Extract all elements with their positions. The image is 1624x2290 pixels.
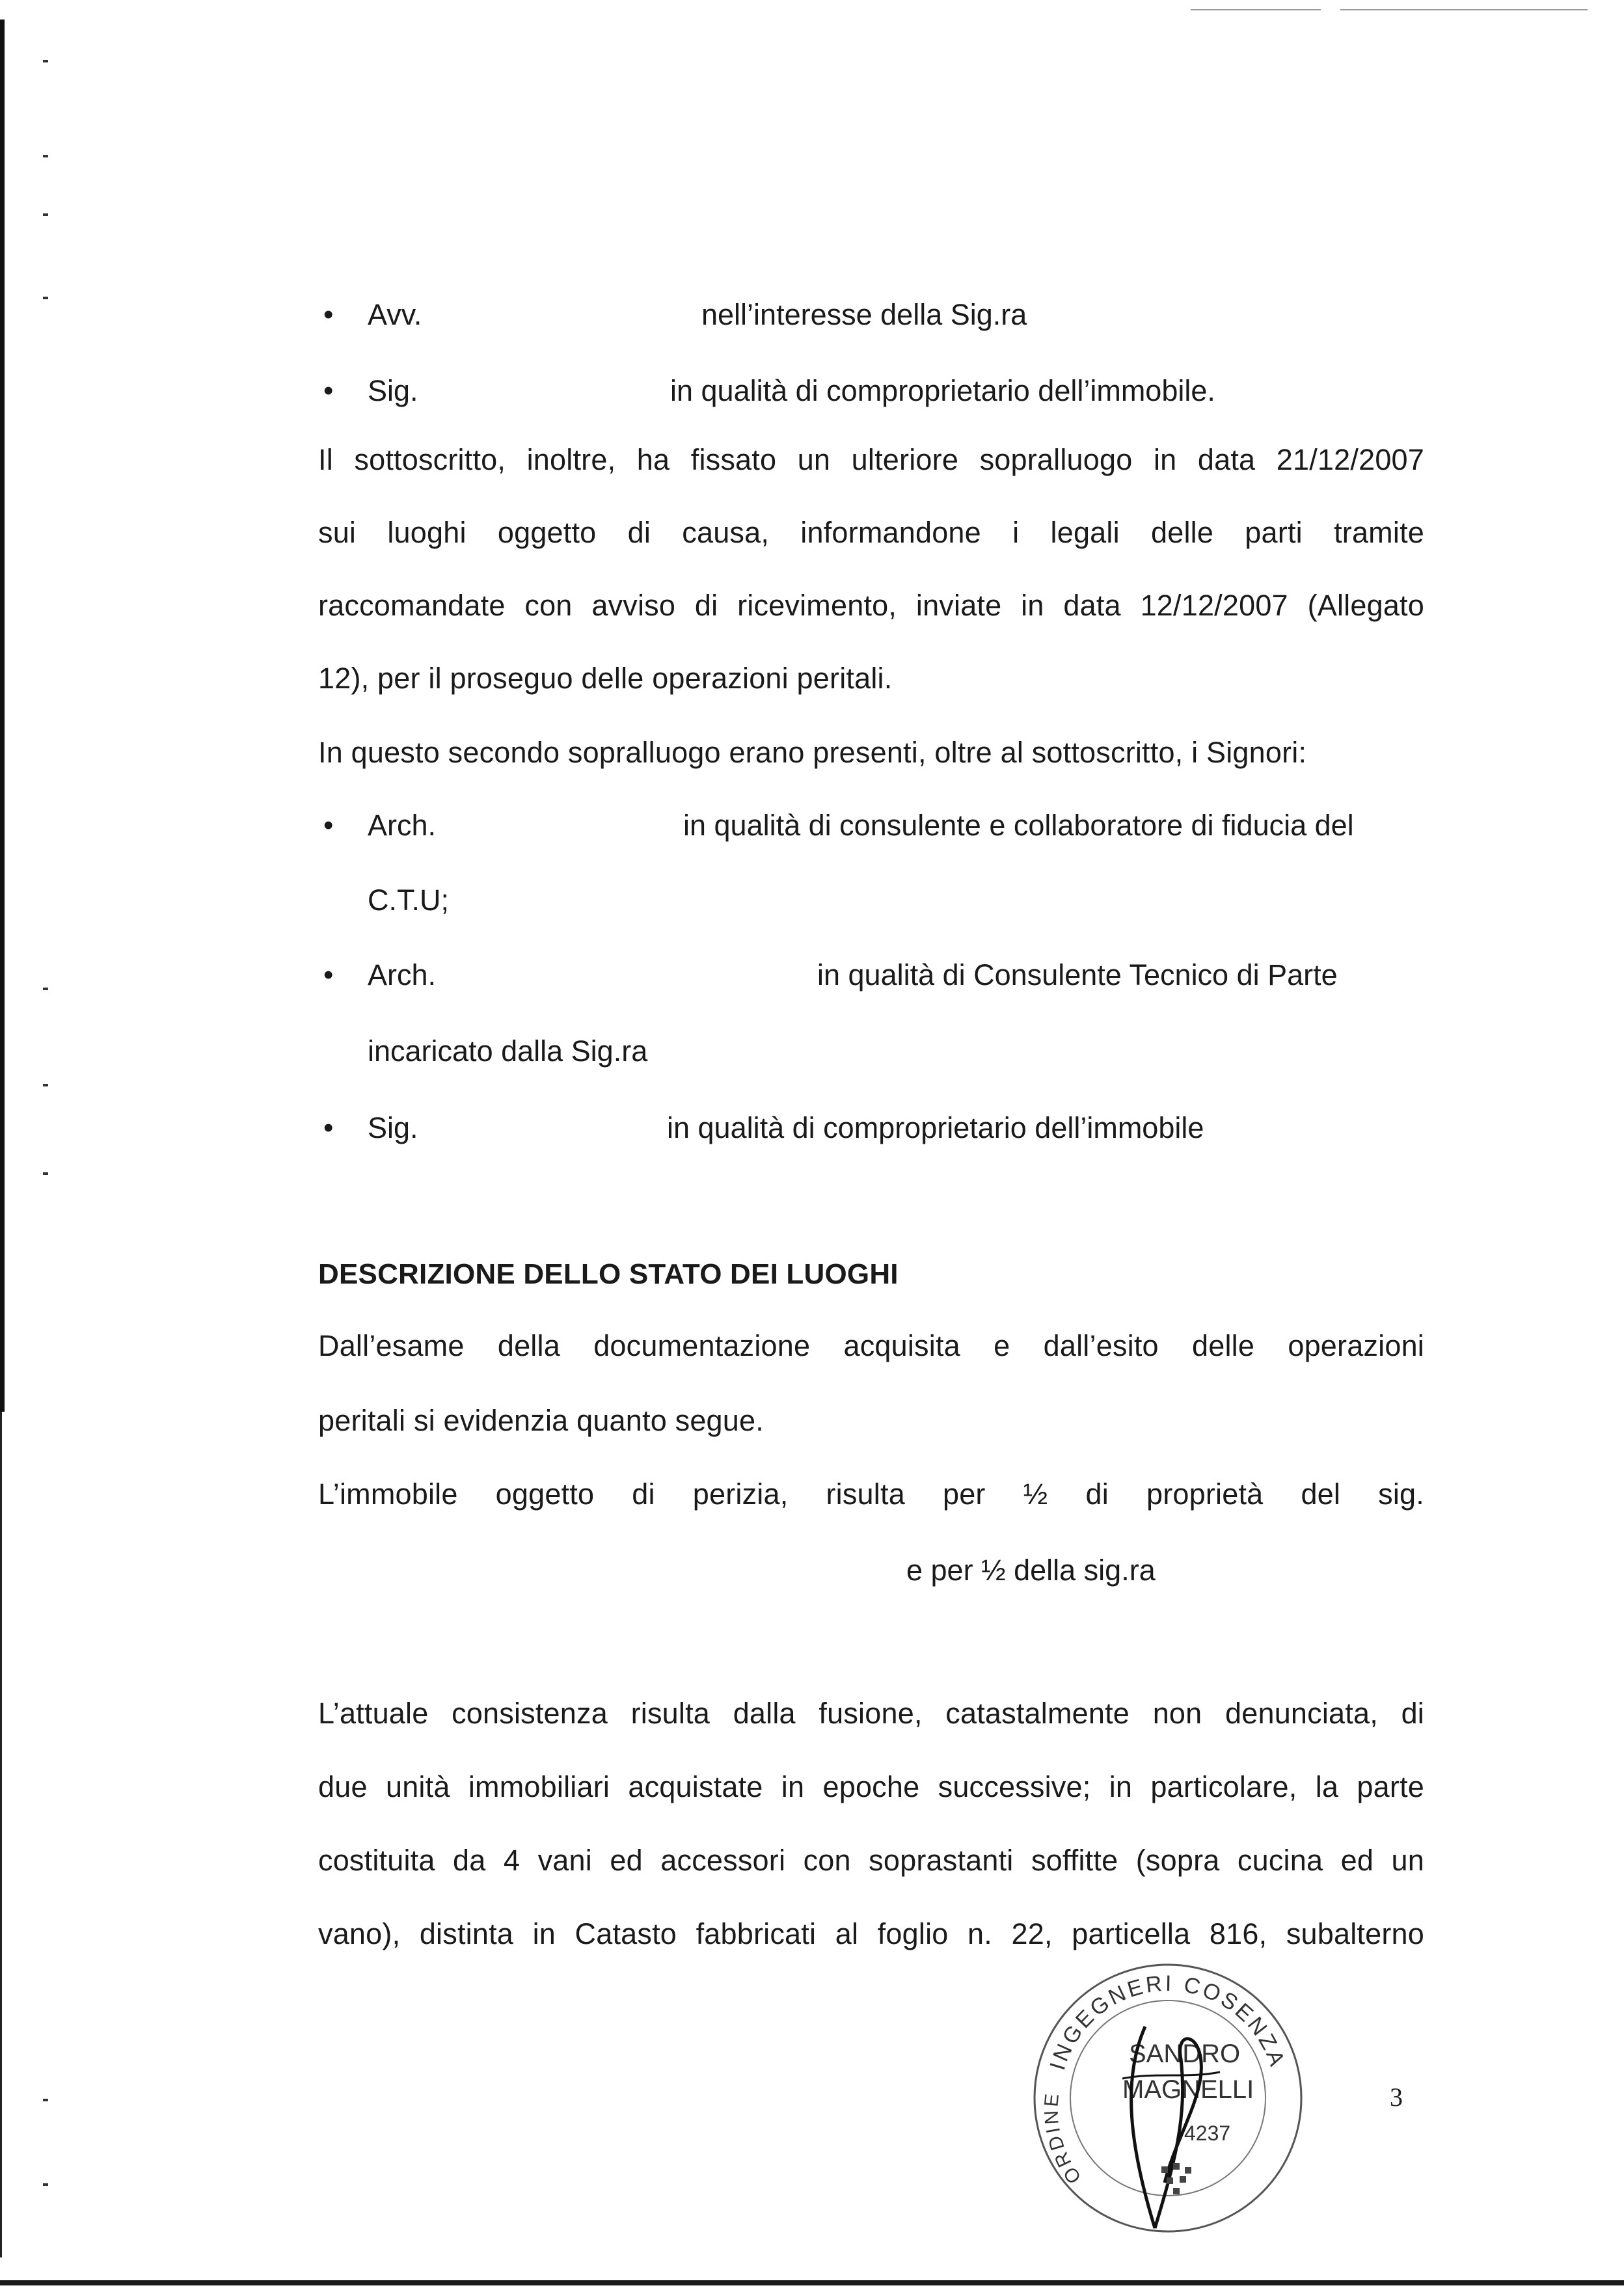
scan-edge-left	[0, 20, 5, 1412]
svg-text:MAGNELLI: MAGNELLI	[1122, 2075, 1254, 2104]
attendee-title: Sig.	[368, 1111, 418, 1144]
scan-mark	[43, 1084, 48, 1086]
svg-text:4237: 4237	[1184, 2122, 1231, 2145]
attendee-title: Sig.	[368, 374, 418, 407]
svg-text:ORDINE: ORDINE	[1040, 2090, 1086, 2188]
attendee-role: in qualità di Consulente Tecnico di Parte	[817, 958, 1338, 991]
bullet: •	[323, 1112, 334, 1144]
attendee-title: Arch.	[368, 809, 437, 842]
paragraph-line: L’attuale consistenza risulta dalla fusione, catastalmente non denunciata, di	[318, 1697, 1424, 1730]
scan-mark	[43, 60, 48, 62]
attendee-continuation: incaricato dalla Sig.ra	[368, 1034, 648, 1068]
paragraph-line: Il sottoscritto, inoltre, ha fissato un ulteriore sopralluogo in data 21/12/2007	[318, 443, 1424, 476]
scan-mark	[43, 155, 48, 157]
scan-mark	[43, 988, 48, 990]
attendee-title: Arch.	[368, 958, 437, 991]
paragraph-line: costituita da 4 vani ed accessori con soprastanti soffitte (sopra cucina ed un	[318, 1844, 1424, 1877]
attendee-title: Avv.	[368, 298, 422, 331]
bullet: •	[323, 959, 334, 991]
scan-edge-bottom	[0, 2280, 1624, 2285]
scan-mark	[43, 1172, 48, 1175]
attendee-role: nell’interesse della Sig.ra	[701, 298, 1027, 331]
attendee-continuation: C.T.U;	[368, 883, 450, 917]
svg-text:INGEGNERI COSENZA: INGEGNERI COSENZA	[1045, 1971, 1290, 2073]
scan-mark	[43, 297, 48, 299]
scan-mark	[43, 2183, 48, 2186]
paragraph-line: peritali si evidenzia quanto segue.	[318, 1404, 764, 1437]
bullet: •	[323, 809, 334, 841]
scan-edge-left-lower	[0, 1412, 2, 2257]
bullet: •	[323, 299, 334, 330]
attendee-role: in qualità di comproprietario dell’immobile	[667, 1111, 1204, 1144]
paragraph-line: e per ½ della sig.ra	[906, 1554, 1156, 1587]
paragraph-line: In questo secondo sopralluogo erano presenti, oltre al sottoscritto, i Signori:	[318, 736, 1307, 769]
section-heading: DESCRIZIONE DELLO STATO DEI LUOGHI	[318, 1258, 899, 1290]
paragraph-line: sui luoghi oggetto di causa, informandone i legali delle parti tramite	[318, 516, 1424, 549]
scan-mark	[1191, 9, 1321, 10]
paragraph-line: L’immobile oggetto di perizia, risulta per ½ di proprietà del sig.	[318, 1477, 1424, 1511]
scan-mark	[43, 2099, 48, 2101]
svg-text:SANDRO: SANDRO	[1129, 2040, 1241, 2068]
paragraph-line: due unità immobiliari acquistate in epoche successive; in particolare, la parte	[318, 1770, 1424, 1803]
attendee-role: in qualità di consulente e collaboratore di fiducia del	[683, 809, 1354, 842]
paragraph-line: 12), per il proseguo delle operazioni peritali.	[318, 662, 893, 695]
attendee-role: in qualità di comproprietario dell’immobile.	[670, 374, 1215, 407]
paragraph-line: vano), distinta in Catasto fabbricati al foglio n. 22, particella 816, subalterno	[318, 1917, 1424, 1950]
professional-stamp	[1025, 1948, 1311, 2248]
paragraph-line: raccomandate con avviso di ricevimento, inviate in data 12/12/2007 (Allegato	[318, 589, 1424, 622]
bullet: •	[323, 375, 334, 407]
scan-mark	[43, 213, 48, 216]
scan-mark	[1340, 9, 1588, 10]
paragraph-line: Dall’esame della documentazione acquisita e dall’esito delle operazioni	[318, 1329, 1424, 1362]
page-number: 3	[1390, 2082, 1403, 2112]
